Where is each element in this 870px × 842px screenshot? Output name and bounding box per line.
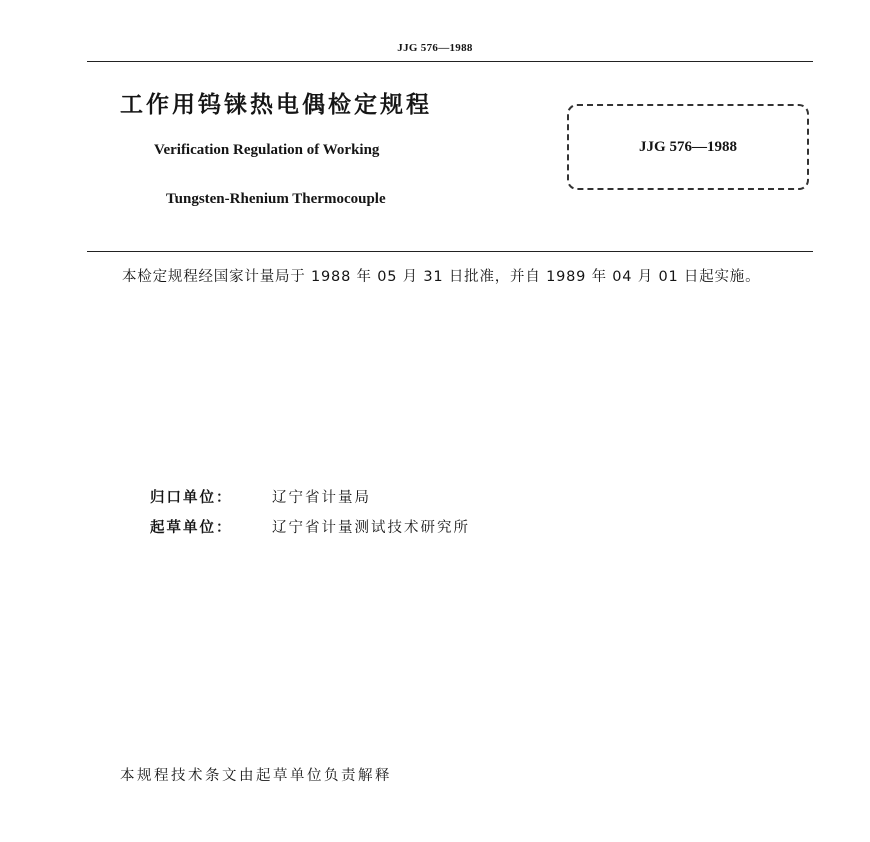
responsible-unit-label: 归口单位：: [150, 490, 233, 506]
responsible-unit-value: 辽宁省计量局: [272, 490, 371, 506]
standard-code-box: [567, 104, 809, 190]
top-divider: [87, 61, 813, 62]
drafting-unit-label: 起草单位：: [150, 520, 233, 536]
title-english-line2: Tungsten-Rhenium Thermocouple: [166, 191, 386, 207]
responsible-unit-row: [150, 486, 371, 507]
interpretation-note: 本规程技术条文由起草单位负责解释: [120, 768, 392, 784]
middle-divider: [87, 251, 813, 252]
title-english-line1: Verification Regulation of Working: [154, 142, 380, 158]
standard-code-text: JJG 576—1988: [639, 138, 737, 155]
header-standard-code: JJG 576—1988: [397, 42, 473, 54]
approval-statement: 本检定规程经国家计量局于 1988 年 05 月 31 日批准，并自 1989 年 04 月 01 日起实施。: [122, 269, 761, 285]
drafting-unit-row: [150, 516, 470, 537]
title-chinese: 工作用钨铼热电偶检定规程: [120, 92, 432, 118]
drafting-unit-value: 辽宁省计量测试技术研究所: [272, 520, 470, 536]
